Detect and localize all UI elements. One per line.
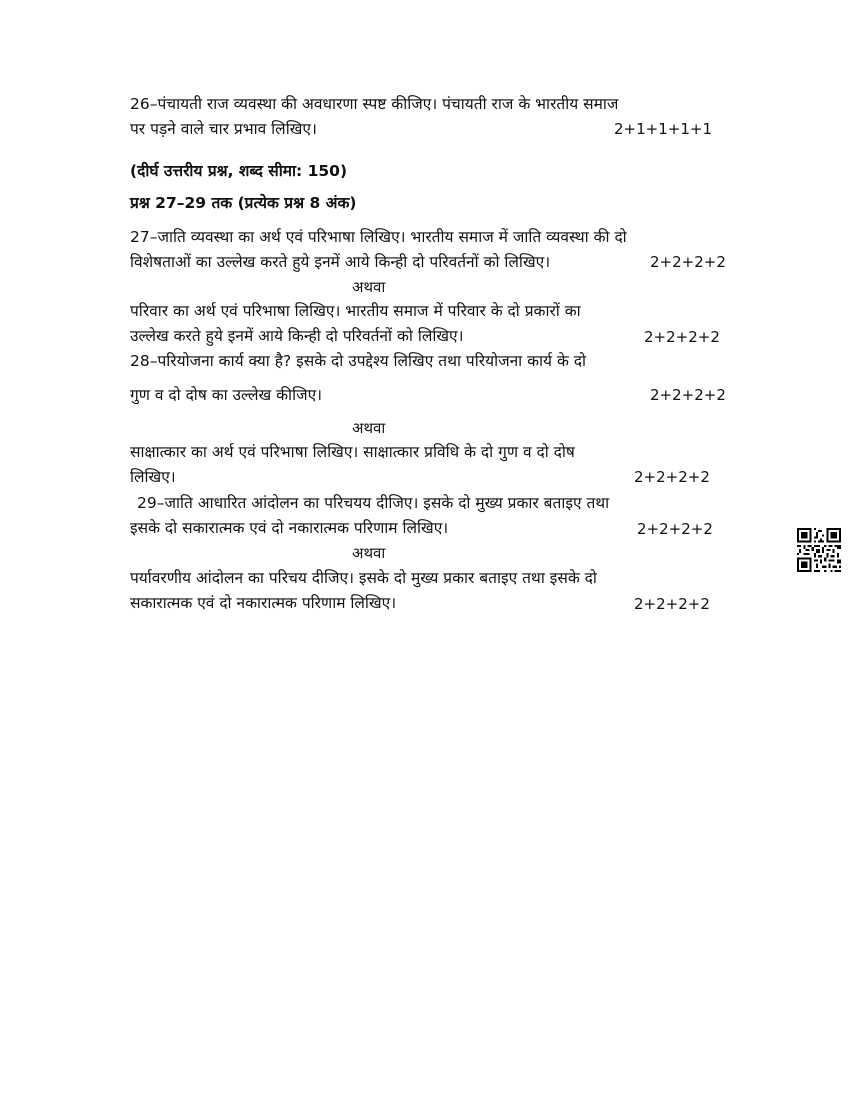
q26-marks: 2+1+1+1+1 [614,120,712,138]
q27-line-2: विशेषताओं का उल्लेख करते हुये इनमें आये किन्ही दो परिवर्तनों को लिखिए। [130,253,551,271]
q29-alt-marks: 2+2+2+2 [634,595,710,613]
q29-line-2: इसके दो सकारात्मक एवं दो नकारात्मक परिणाम लिखिए। [130,519,449,537]
q26-line-2: पर पड़ने वाले चार प्रभाव लिखिए। [130,120,317,138]
q28-alt-line-1: साक्षात्कार का अर्थ एवं परिभाषा लिखिए। साक्षात्कार प्रविधि के दो गुण व दो दोष [130,443,575,461]
q27-alt-line-2: उल्लेख करते हुये इनमें आये किन्ही दो परिवर्तनों को लिखिए। [130,327,464,345]
q29-alt-line-1: पर्यावरणीय आंदोलन का परिचय दीजिए। इसके दो मुख्य प्रकार बताइए तथा इसके दो [130,569,597,587]
q27-alt-marks: 2+2+2+2 [644,328,720,346]
q28-alt-line-2: लिखिए। [130,468,176,486]
q27-alt-line-1: परिवार का अर्थ एवं परिभाषा लिखिए। भारतीय समाज में परिवार के दो प्रकारों का [130,302,581,320]
q28-marks: 2+2+2+2 [650,386,726,404]
section-subheading: प्रश्न 27–29 तक (प्रत्येक प्रश्न 8 अंक) [130,194,357,212]
q27-marks: 2+2+2+2 [650,253,726,271]
section-heading: (दीर्घ उत्तरीय प्रश्न, शब्द सीमा: 150) [130,162,348,180]
q28-line-2: गुण व दो दोष का उल्लेख कीजिए। [130,386,323,404]
q29-marks: 2+2+2+2 [637,520,713,538]
q28-line-1: 28–परियोजना कार्य क्या है? इसके दो उपद्देश्य लिखिए तथा परियोजना कार्य के दो [130,352,587,370]
q29-alt-line-2: सकारात्मक एवं दो नकारात्मक परिणाम लिखिए। [130,594,397,612]
q26-line-1: 26–पंचायती राज व्यवस्था की अवधारणा स्पष्ट कीजिए। पंचायती राज के भारतीय समाज [130,95,619,113]
q29-or-label: अथवा [352,544,386,562]
q27-or-label: अथवा [352,278,386,296]
qr-code-icon[interactable] [797,528,841,572]
q29-line-1: 29–जाति आधारित आंदोलन का परिचयय दीजिए। इसके दो मुख्य प्रकार बताइए तथा [137,494,610,512]
q27-line-1: 27–जाति व्यवस्था का अर्थ एवं परिभाषा लिखिए। भारतीय समाज में जाति व्यवस्था की दो [130,228,627,246]
q28-alt-marks: 2+2+2+2 [634,468,710,486]
q28-or-label: अथवा [352,419,386,437]
